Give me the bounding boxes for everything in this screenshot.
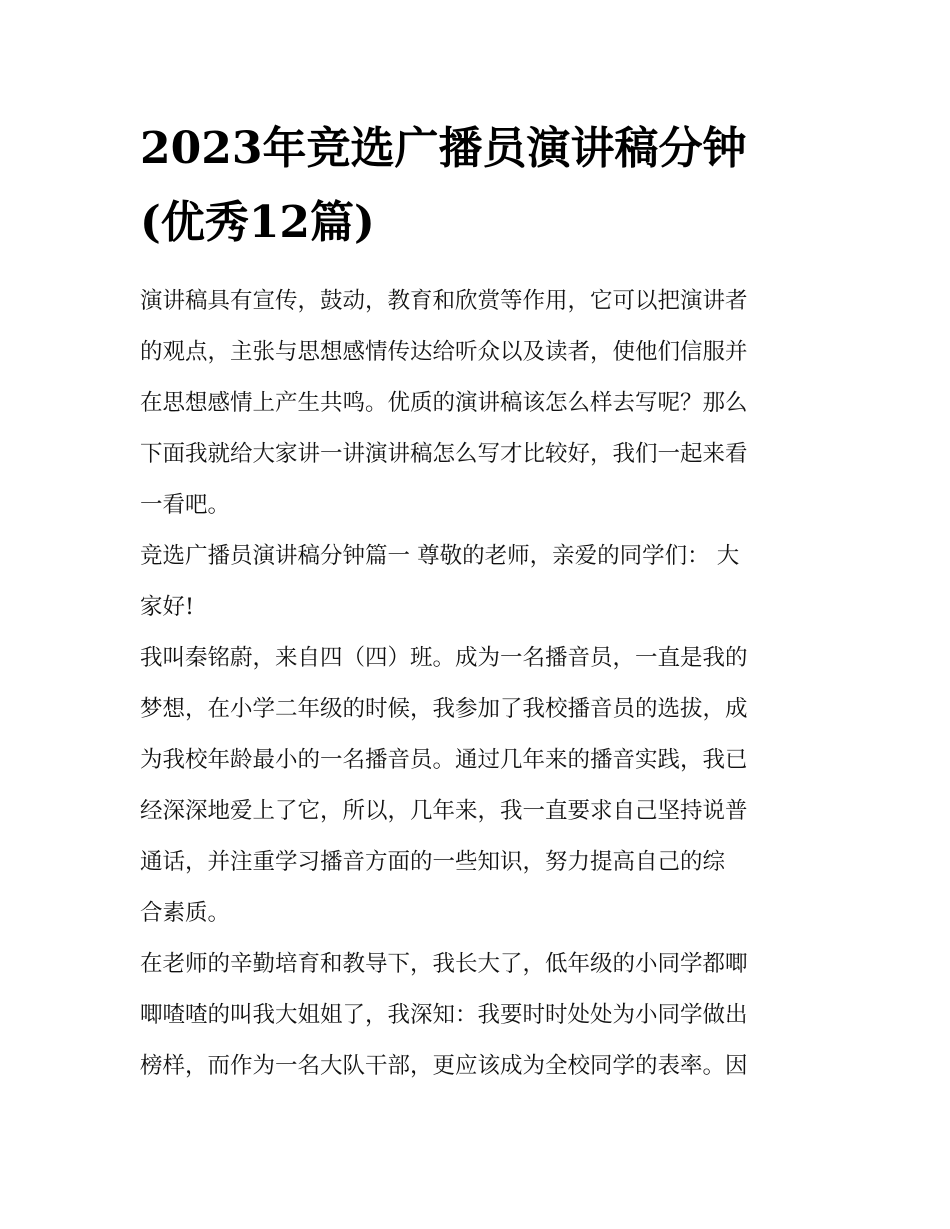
- document-content: [140, 112, 816, 1092]
- text-line: 唧喳喳的叫我大姐姐了，我深知：我要时时处处为小同学做出: [140, 1002, 748, 1028]
- text-line: 我叫秦铭蔚，来自四（四）班。成为一名播音员，一直是我的: [140, 645, 748, 671]
- paragraph-greeting: [140, 531, 816, 633]
- text-line: 在老师的辛勤培育和教导下，我长大了，低年级的小同学都唧: [140, 951, 748, 977]
- text-line: 经深深地爱上了它，所以，几年来，我一直要求自己坚持说普: [140, 798, 748, 824]
- document-title: [140, 112, 816, 260]
- text-line: 为我校年龄最小的一名播音员。通过几年来的播音实践，我已: [140, 747, 748, 773]
- text-line: 通话，并注重学习播音方面的一些知识，努力提高自己的综: [140, 849, 726, 875]
- paragraph-intro: [140, 276, 816, 531]
- text-line: 梦想，在小学二年级的时候，我参加了我校播音员的选拔，成: [140, 696, 748, 722]
- paragraph-growth: [140, 939, 816, 1092]
- paragraph-self-introduction: [140, 633, 816, 939]
- text-line: 在思想感情上产生共鸣。优质的演讲稿该怎么样去写呢？那么: [140, 390, 748, 416]
- text-line: 下面我就给大家讲一讲演讲稿怎么写才比较好，我们一起来看: [140, 441, 748, 467]
- text-line: 的观点，主张与思想感情传达给听众以及读者，使他们信服并: [140, 339, 748, 365]
- text-line: 合素质。: [140, 900, 231, 926]
- title-line-1: 2023年竞选广播员演讲稿分钟: [140, 123, 747, 174]
- text-line: 一看吧。: [140, 492, 231, 518]
- title-line-2: (优秀12篇): [140, 197, 375, 248]
- text-line: 竞选广播员演讲稿分钟篇一 尊敬的老师，亲爱的同学们： 大: [140, 543, 740, 569]
- text-line: 榜样，而作为一名大队干部，更应该成为全校同学的表率。因: [140, 1053, 748, 1079]
- text-line: 演讲稿具有宣传，鼓动，教育和欣赏等作用，它可以把演讲者: [140, 288, 748, 314]
- text-line: 家好!: [140, 594, 195, 620]
- document-body: [140, 276, 816, 1092]
